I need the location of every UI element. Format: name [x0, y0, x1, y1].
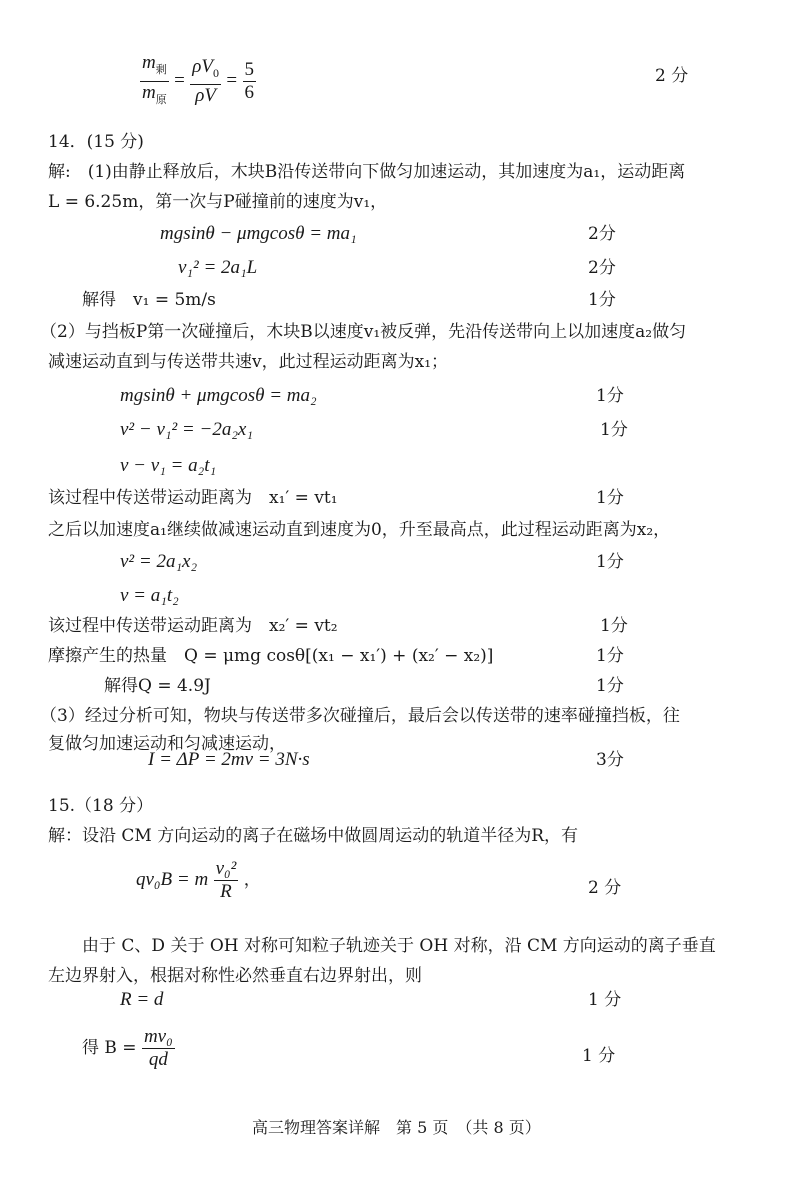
q14-p1b: L = 6.25m，第一次与P碰撞前的速度为v₁，	[48, 192, 388, 212]
q14-eq10-score: 1分	[600, 616, 628, 636]
q14-p4b: 复做匀加速运动和匀减速运动，	[48, 734, 286, 754]
q14-eq1: mgsinθ − μmgcosθ = ma₁	[160, 223, 357, 244]
q15-eq2: R = d	[120, 989, 164, 1010]
q15-eq1-den: R	[220, 881, 232, 902]
q14-eq12-score: 1分	[596, 676, 624, 696]
q14-eq3: 解得 v₁ = 5m/s	[82, 290, 216, 310]
q15-eq1-left: qv₀B = m	[136, 869, 209, 890]
q14-eq4-score: 1分	[596, 386, 624, 406]
q14-eq4: mgsinθ + μmgcosθ = ma₂	[120, 385, 317, 406]
frac1-den: m	[142, 81, 156, 103]
q14-p2a: （2）与挡板P第一次碰撞后，木块B以速度v₁被反弹，先沿传送带向上以加速度a₂做匀	[40, 322, 687, 342]
q15-p2a: 由于 C、D 关于 OH 对称可知粒子轨迹关于 OH 对称，沿 CM 方向运动的离子垂直	[48, 936, 716, 956]
frac2-den: ρV	[195, 84, 216, 106]
q15-eq3-score: 1 分	[582, 1046, 616, 1066]
q14-eq6: v − v₁ = a₂t₁	[120, 455, 217, 476]
q14-eq5: v² − v₁² = −2a₂x₁	[120, 419, 253, 440]
q15-eq1-score: 2 分	[588, 878, 622, 898]
q15-eq3	[82, 1026, 175, 1071]
fraction-result	[243, 59, 257, 104]
q14-heading: 14．(15 分)	[48, 132, 144, 152]
page-footer: 高三物理答案详解 第 5 页 （共 8 页）	[252, 1118, 541, 1137]
q14-eq10: 该过程中传送带运动距离为 x₂′ = vt₂	[48, 616, 338, 636]
q14-p3: 之后以加速度a₁继续做减速运动直到速度为0，升至最高点，此过程运动距离为x₂，	[48, 520, 671, 540]
q15-p1: 解：设沿 CM 方向运动的离子在磁场中做圆周运动的轨道半径为R，有	[48, 826, 579, 846]
top-equation: $\frac{m_剩}{m_原}$ = $\frac{\rho V_0}{\rho V}$ = $\frac{5}{6}$	[140, 52, 256, 111]
q15-p2b: 左边界射入，根据对称性必然垂直右边界射出，则	[48, 966, 422, 986]
q15-heading: 15.（18 分）	[48, 796, 154, 816]
frac1-num: m	[142, 52, 156, 73]
fraction-mass-ratio	[140, 52, 169, 111]
q14-eq2-score: 2分	[588, 258, 616, 278]
q14-eq7: 该过程中传送带运动距离为 x₁′ = vt₁	[48, 488, 338, 508]
q14-eq8: v² = 2a₁x₂	[120, 551, 198, 572]
q14-eq7-score: 1分	[596, 488, 624, 508]
q14-eq1-score: 2分	[588, 224, 616, 244]
frac2-num: ρV	[192, 55, 213, 77]
q15-eq3-den: qd	[148, 1049, 168, 1070]
q15-eq1-num: v₀²	[215, 858, 237, 879]
frac2-num-sub: 0	[213, 65, 219, 80]
q15-eq3-fraction	[142, 1026, 175, 1071]
frac1-den-sub: 原	[155, 93, 167, 106]
q14-p4a: （3）经过分析可知，物块与传送带多次碰撞后，最后会以传送带的速率碰撞挡板，往	[40, 706, 680, 726]
q14-eq5-score: 1分	[600, 420, 628, 440]
q14-p2b: 减速运动直到与传送带共速v，此过程运动距离为x₁；	[48, 352, 449, 372]
q15-eq3-left: 得 B =	[82, 1038, 137, 1058]
q14-eq13: I = ΔP = 2mv = 3N·s	[148, 749, 310, 770]
q14-eq3-score: 1分	[588, 290, 616, 310]
q14-eq13-score: 3分	[596, 750, 624, 770]
q14-eq8-score: 1分	[596, 552, 624, 572]
frac3-den: 6	[244, 81, 255, 103]
q15-eq1-tail: ，	[243, 870, 261, 890]
frac3-num: 5	[244, 58, 255, 80]
top-score: 2 分	[655, 66, 689, 86]
q15-eq3-num: mv₀	[143, 1026, 173, 1047]
q14-eq12: 解得Q = 4.9J	[104, 676, 211, 696]
q15-eq1-fraction	[214, 858, 239, 903]
q15-eq1	[136, 858, 261, 903]
q14-eq9: v = a₁t₂	[120, 585, 179, 606]
q14-eq11: 摩擦产生的热量 Q = μmg cosθ[(x₁ − x₁′) + (x₂′ − x₂)]	[48, 646, 494, 666]
fraction-volume-ratio	[190, 56, 221, 107]
q14-p1a: 解: (1)由静止释放后，木块B沿传送带向下做匀加速运动，其加速度为a₁，运动距离	[48, 162, 686, 182]
q14-eq11-score: 1分	[596, 646, 624, 666]
q15-eq2-score: 1 分	[588, 990, 622, 1010]
frac1-num-sub: 剩	[155, 63, 167, 76]
q14-eq2: v₁² = 2a₁L	[178, 257, 258, 278]
